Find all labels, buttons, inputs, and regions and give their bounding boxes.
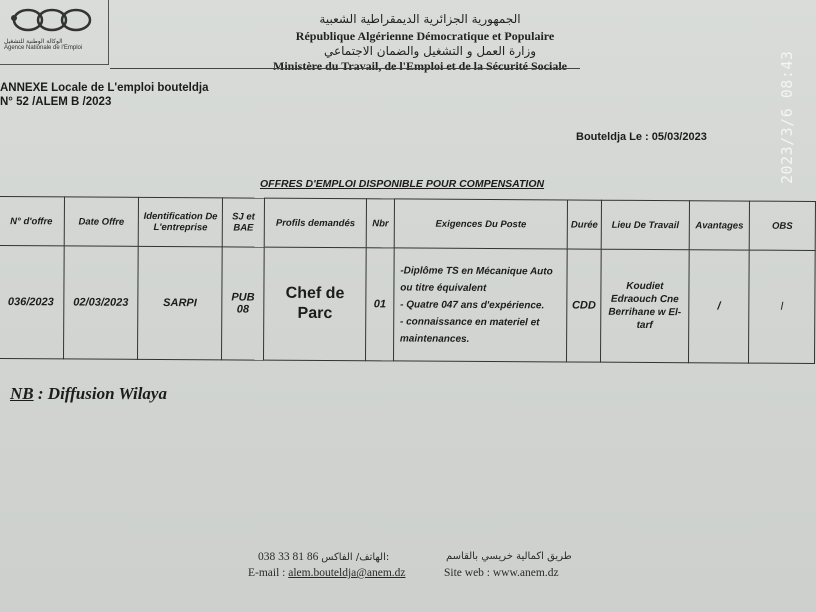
document-date: Bouteldja Le : 05/03/2023 [576, 131, 707, 143]
requirement-2: - Quatre 047 ans d'expérience. [400, 298, 545, 311]
republic-french: République Algérienne Démocratique et Populaire [295, 29, 555, 43]
cell-benefits: / [689, 250, 750, 363]
col-nbr: Nbr [367, 199, 395, 248]
col-requirements: Exigences Du Poste [394, 199, 568, 249]
cell-offer-no: 036/2023 [0, 246, 64, 359]
footer-phone: 038 33 81 86 الهاتف/ الفاكس: [258, 551, 390, 563]
requirement-1: -Diplôme TS en Mécanique Auto ou titre équivalent [400, 264, 553, 294]
cell-sj-bae: PUB 08 [222, 247, 264, 360]
cell-company: SARPI [138, 246, 223, 360]
note-text: : Diffusion Wilaya [37, 384, 167, 403]
cell-obs: l [748, 250, 815, 363]
cell-profile: Chef de Parc [263, 247, 366, 361]
header-divider [110, 68, 580, 69]
cell-requirements [393, 248, 567, 362]
footer-website[interactable]: Site web : www.anem.dz [444, 567, 559, 579]
footer-email: E-mail : alem.bouteldja@anem.dz [248, 567, 406, 579]
anem-logo-icon [8, 6, 100, 41]
cell-workplace: Koudiet Edraouch Cne Berrihane w El-tarf [600, 249, 689, 363]
col-sj-bae: SJ et BAE [222, 198, 264, 247]
agency-annexe: ANNEXE Locale de L'emploi bouteldja [0, 82, 209, 94]
cell-offer-date: 02/03/2023 [63, 246, 138, 359]
col-duration: Durée [568, 200, 602, 249]
col-obs: OBS [749, 201, 815, 250]
requirement-3: - connaissance en materiel et maintenances. [399, 315, 540, 345]
document-title: OFFRES D'EMPLOI DISPONIBLE POUR COMPENSATION [260, 178, 545, 190]
photo-timestamp: 2023/3/6 08:43 [778, 50, 796, 184]
note-label: NB [10, 384, 34, 403]
col-workplace: Lieu De Travail [601, 200, 690, 250]
email-link[interactable]: alem.bouteldja@anem.dz [288, 567, 406, 579]
col-offer-no: N° d'offre [0, 197, 64, 246]
table-header-row [0, 197, 815, 251]
ministry-french: Ministère du Travail, de l'Emploi et de la Sécurité Sociale [273, 59, 567, 73]
col-profiles: Profils demandés [264, 198, 367, 248]
footer-address-arabic: طريق اكمالية خريسي بالقاسم [446, 551, 572, 562]
cell-duration: CDD [567, 249, 601, 362]
offers-table [0, 196, 816, 364]
col-offer-date: Date Offre [64, 197, 138, 246]
cell-nbr: 01 [366, 248, 394, 361]
table-row [0, 246, 815, 364]
ministry-arabic: وزارة العمل و التشغيل والضمان الاجتماعي [323, 44, 537, 58]
logo-caption: الوكالة الوطنية للتشغيل Agence Nationale de l'Emploi [4, 38, 83, 51]
reference-number: N° 52 /ALEM B /2023 [0, 96, 112, 108]
note [10, 384, 167, 404]
col-benefits: Avantages [689, 201, 749, 250]
republic-arabic: الجمهورية الجزائرية الديمقراطية الشعبية [319, 12, 521, 26]
col-company-id: Identification De L'entreprise [138, 197, 223, 247]
